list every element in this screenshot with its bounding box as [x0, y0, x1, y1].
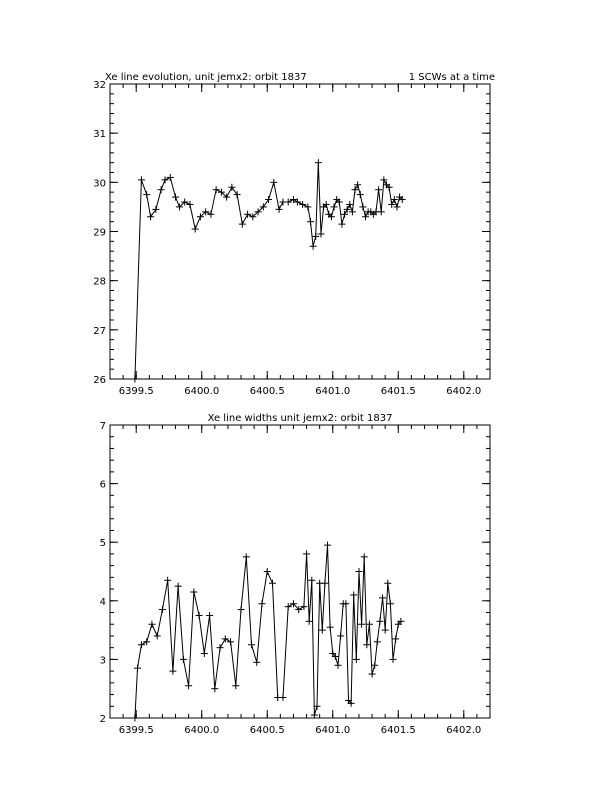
bottom-data-point: [390, 656, 397, 663]
top-chart-axes: [93, 80, 490, 397]
bottom-data-point: [376, 618, 383, 625]
bottom-x-tick-label: 6401.5: [380, 725, 416, 736]
top-chart-title: Xe line evolution, unit jemx2: orbit 1837: [105, 72, 307, 83]
top-chart-annotation: 1 SCWs at a time: [408, 72, 495, 83]
bottom-data-point: [217, 644, 224, 651]
bottom-y-tick-label: 5: [99, 538, 106, 550]
bottom-data-point: [355, 568, 362, 575]
top-chart-series: [131, 159, 405, 382]
top-data-point: [338, 221, 345, 228]
top-y-tick-label: 29: [93, 227, 106, 239]
bottom-data-point: [303, 550, 310, 557]
top-data-point: [359, 203, 366, 210]
bottom-y-tick-label: 6: [99, 479, 106, 491]
bottom-data-point: [253, 659, 260, 666]
top-plot-frame: [110, 84, 490, 379]
top-y-tick-label: 32: [93, 80, 106, 91]
bottom-data-point: [169, 668, 176, 675]
bottom-data-point: [154, 632, 161, 639]
bottom-x-tick-label: 6399.5: [118, 725, 154, 736]
bottom-data-point: [248, 641, 255, 648]
bottom-data-point: [164, 577, 171, 584]
bottom-data-point: [131, 715, 138, 722]
top-data-point: [138, 176, 145, 183]
bottom-data-point: [361, 553, 368, 560]
bottom-data-point: [374, 638, 381, 645]
top-chart-panel: [93, 72, 495, 397]
top-x-tick-label: 6400.5: [249, 386, 285, 397]
bottom-data-point: [238, 606, 245, 613]
bottom-plot-frame: [110, 425, 490, 718]
bottom-data-point: [185, 682, 192, 689]
bottom-data-point: [211, 685, 218, 692]
bottom-chart-axes: [100, 421, 490, 736]
bottom-data-point: [363, 641, 370, 648]
bottom-x-tick-label: 6401.0: [315, 725, 351, 736]
bottom-data-point: [190, 589, 197, 596]
bottom-data-point: [180, 656, 187, 663]
top-data-point: [270, 179, 277, 186]
top-data-point: [192, 226, 199, 233]
top-data-point: [331, 203, 338, 210]
top-y-tick-label: 31: [93, 129, 106, 141]
bottom-data-point: [327, 624, 334, 631]
top-data-point: [276, 206, 283, 213]
bottom-data-point: [243, 553, 250, 560]
bottom-data-point: [134, 665, 141, 672]
bottom-data-point: [384, 580, 391, 587]
top-y-tick-label: 28: [93, 276, 106, 288]
top-data-point: [310, 243, 317, 250]
bottom-data-point: [308, 577, 315, 584]
top-series-line: [135, 163, 402, 379]
bottom-data-point: [324, 542, 331, 549]
top-x-tick-label: 6401.0: [315, 386, 351, 397]
bottom-data-point: [259, 600, 266, 607]
bottom-data-point: [306, 618, 313, 625]
bottom-data-point: [319, 627, 326, 634]
bottom-y-tick-label: 7: [99, 421, 106, 432]
top-x-tick-label: 6401.5: [380, 386, 416, 397]
top-data-point: [239, 221, 246, 228]
top-data-point: [172, 194, 179, 201]
top-data-point: [152, 206, 159, 213]
top-x-tick-label: 6400.0: [184, 386, 220, 397]
top-data-point: [158, 186, 165, 193]
bottom-data-point: [232, 682, 239, 689]
bottom-x-tick-label: 6402.0: [446, 725, 482, 736]
top-data-point: [131, 376, 138, 383]
bottom-data-point: [366, 621, 373, 628]
bottom-data-point: [206, 612, 213, 619]
top-y-tick-label: 27: [93, 325, 106, 337]
bottom-data-point: [358, 621, 365, 628]
bottom-data-point: [353, 656, 360, 663]
bottom-data-point: [159, 606, 166, 613]
bottom-data-point: [196, 612, 203, 619]
bottom-chart-panel: [100, 413, 490, 736]
top-y-tick-label: 26: [93, 375, 106, 386]
top-y-tick-label: 30: [93, 178, 106, 190]
bottom-x-tick-label: 6400.5: [249, 725, 285, 736]
bottom-y-tick-label: 3: [99, 655, 106, 667]
top-x-tick-label: 6399.5: [118, 386, 154, 397]
bottom-data-point: [337, 632, 344, 639]
bottom-data-point: [369, 671, 376, 678]
bottom-data-point: [321, 580, 328, 587]
top-data-point: [307, 218, 314, 225]
bottom-y-tick-label: 4: [99, 596, 106, 608]
bottom-data-point: [201, 650, 208, 657]
top-data-point: [378, 208, 385, 215]
top-data-point: [357, 191, 364, 198]
top-data-point: [147, 213, 154, 220]
bottom-data-point: [382, 627, 389, 634]
bottom-data-point: [335, 662, 342, 669]
bottom-data-point: [379, 594, 386, 601]
bottom-x-tick-label: 6400.0: [184, 725, 220, 736]
bottom-data-point: [350, 591, 357, 598]
bottom-chart-series: [131, 542, 404, 722]
bottom-data-point: [387, 600, 394, 607]
bottom-data-point: [279, 694, 286, 701]
bottom-data-point: [148, 621, 155, 628]
bottom-data-point: [392, 635, 399, 642]
bottom-data-point: [175, 583, 182, 590]
bottom-y-tick-label: 2: [99, 714, 106, 725]
bottom-data-point: [264, 568, 271, 575]
top-data-point: [315, 159, 322, 166]
top-data-point: [375, 186, 382, 193]
top-data-point: [143, 191, 150, 198]
bottom-chart-title: Xe line widths unit jemx2: orbit 1837: [207, 413, 393, 424]
top-x-tick-label: 6402.0: [446, 386, 482, 397]
top-data-point: [265, 196, 272, 203]
bottom-data-point: [269, 580, 276, 587]
top-data-point: [234, 191, 241, 198]
top-data-point: [228, 184, 235, 191]
